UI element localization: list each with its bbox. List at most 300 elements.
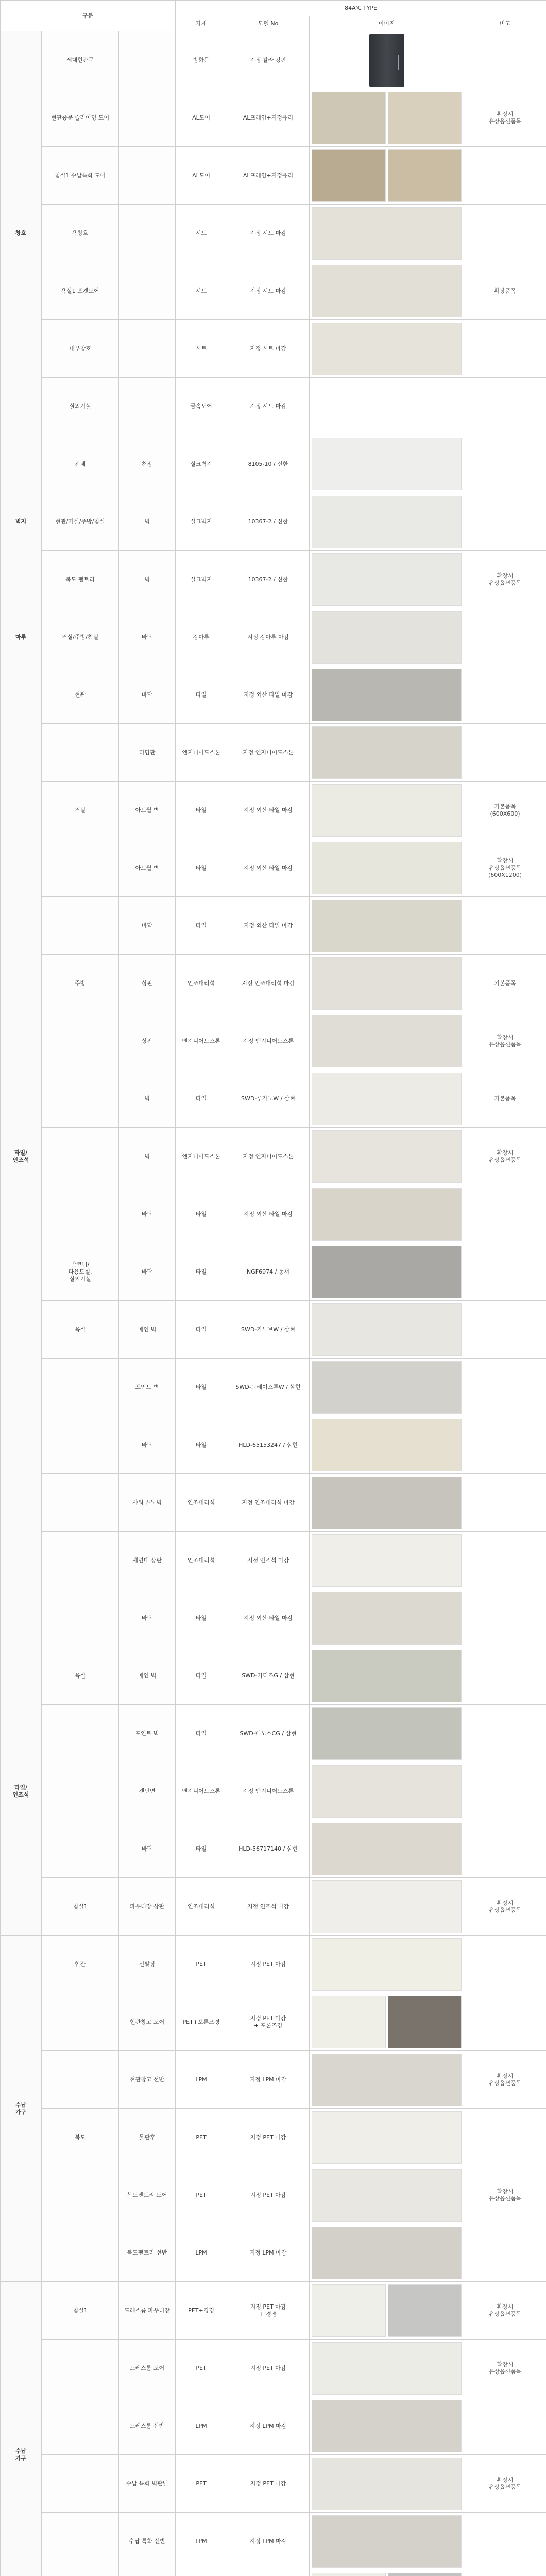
material-cell: 타일: [176, 1301, 227, 1359]
location-cell: [42, 2397, 119, 2455]
part-cell: 수납 특화 벽판넬: [119, 2455, 176, 2513]
model-cell: 지정 LPM 마감: [227, 2224, 310, 2282]
image-cell: [310, 1301, 464, 1359]
part-cell: 샤워부스 벽: [119, 1474, 176, 1532]
location-cell: [42, 1820, 119, 1878]
material-swatch: [312, 1707, 462, 1760]
location-cell: [42, 897, 119, 955]
material-cell: 타일: [176, 839, 227, 897]
table-row: [1, 551, 546, 608]
image-cell: [310, 147, 464, 205]
note-cell: [464, 1705, 546, 1762]
model-cell: 지정 PET 마감 + 포론즈경: [227, 1993, 310, 2051]
image-cell: [310, 782, 464, 839]
image-cell: [310, 1185, 464, 1243]
model-cell: 지정 시트 마감: [227, 262, 310, 320]
part-cell: 바닥: [119, 608, 176, 666]
material-swatch: [312, 1996, 386, 2048]
note-cell: 기본품목 (600X600): [464, 782, 546, 839]
location-cell: 복도: [42, 2109, 119, 2166]
image-cell: [310, 2513, 464, 2570]
location-cell: [42, 1762, 119, 1820]
material-cell: 타일: [176, 1070, 227, 1128]
location-cell: 내부창호: [42, 320, 119, 378]
image-cell: [310, 1993, 464, 2051]
material-cell: 엔지니어드스톤: [176, 1128, 227, 1185]
note-cell: [464, 897, 546, 955]
location-cell: 현관/거실/주방/침실: [42, 493, 119, 551]
part-cell: 포인트 벽: [119, 1705, 176, 1762]
model-cell: 지정 시트 마감: [227, 378, 310, 435]
material-cell: AL도어: [176, 147, 227, 205]
material-cell: 타일: [176, 1359, 227, 1416]
location-cell: [42, 2051, 119, 2109]
material-swatch: [388, 2284, 462, 2337]
material-swatch: [312, 1073, 462, 1125]
material-swatch: [312, 611, 462, 664]
model-cell: 지정 PET 마감: [227, 2455, 310, 2513]
part-cell: 아트월 벽: [119, 782, 176, 839]
image-cell: [310, 378, 464, 435]
table-row: [1, 1416, 546, 1474]
table-row: [1, 378, 546, 435]
part-cell: 메인 벽: [119, 1301, 176, 1359]
table-row: [1, 1705, 546, 1762]
table-row: [1, 147, 546, 205]
note-cell: [464, 1532, 546, 1589]
image-cell: [310, 1243, 464, 1301]
material-swatch: [388, 92, 462, 144]
material-swatch: [312, 1130, 462, 1183]
image-cell: [310, 1762, 464, 1820]
model-cell: SWD-베노스CG / 삼현: [227, 1705, 310, 1762]
note-cell: 기본품목: [464, 955, 546, 1012]
material-cell: PET+포론즈경: [176, 1993, 227, 2051]
note-cell: [464, 1993, 546, 2051]
model-cell: 지정 엔지니어드스톤: [227, 1012, 310, 1070]
header-model: 모델 No: [227, 16, 310, 31]
model-cell: 10367-2 / 신한: [227, 493, 310, 551]
table-row: [1, 1301, 546, 1359]
location-cell: [42, 1185, 119, 1243]
image-cell: [310, 666, 464, 724]
location-cell: [42, 2166, 119, 2224]
material-cell: 강마루: [176, 608, 227, 666]
image-cell: [310, 2570, 464, 2576]
material-cell: 시트: [176, 262, 227, 320]
part-cell: 드레스룸 선반: [119, 2397, 176, 2455]
material-cell: 타일: [176, 1416, 227, 1474]
model-cell: 지정 시트 마감: [227, 320, 310, 378]
header-material: 자재: [176, 16, 227, 31]
part-cell: 포인트 벽: [119, 1359, 176, 1416]
model-cell: 지정 외산 타일 마감: [227, 782, 310, 839]
location-cell: [42, 2455, 119, 2513]
image-cell: [310, 1359, 464, 1416]
table-row: [1, 1647, 546, 1705]
location-cell: [42, 1012, 119, 1070]
note-cell: 확장시 유상옵션품목: [464, 551, 546, 608]
note-cell: [464, 1647, 546, 1705]
material-swatch: [312, 726, 462, 779]
material-cell: 타일: [176, 1820, 227, 1878]
part-cell: 천장: [119, 435, 176, 493]
location-cell: 욕실1 포켓도어: [42, 262, 119, 320]
material-swatch: [312, 669, 462, 721]
material-swatch: [312, 2573, 386, 2576]
table-row: [1, 2340, 546, 2397]
location-cell: 현관: [42, 666, 119, 724]
note-cell: [464, 2109, 546, 2166]
note-cell: [464, 1589, 546, 1647]
material-swatch: [312, 207, 462, 260]
material-swatch: [312, 1015, 462, 1067]
material-swatch: [312, 438, 462, 490]
part-cell: 세면대 상판: [119, 1532, 176, 1589]
model-cell: 지정 엔지니어드스톤: [227, 1128, 310, 1185]
table-row: [1, 839, 546, 897]
model-cell: 지정 시트 마감: [227, 205, 310, 262]
model-cell: AL프레임+지정유리: [227, 147, 310, 205]
model-cell: 지정 외산 타일 마감: [227, 666, 310, 724]
image-cell: [310, 1589, 464, 1647]
header-note: 비고: [464, 16, 546, 31]
table-row: [1, 782, 546, 839]
material-swatch: [312, 1592, 462, 1645]
material-swatch: [312, 92, 386, 144]
location-cell: 전체: [42, 435, 119, 493]
location-cell: [42, 2224, 119, 2282]
model-cell: 지정 PET 마감: [227, 2340, 310, 2397]
material-swatch: [312, 1880, 462, 1933]
material-cell: LPM: [176, 2224, 227, 2282]
material-swatch: [312, 1477, 462, 1529]
location-cell: [42, 2570, 119, 2576]
part-cell: [119, 2570, 176, 2576]
model-cell: 10367-2 / 신한: [227, 551, 310, 608]
table-row: [1, 1359, 546, 1416]
location-cell: [42, 1532, 119, 1589]
note-cell: [464, 1243, 546, 1301]
note-cell: [464, 2397, 546, 2455]
note-cell: [464, 2224, 546, 2282]
note-cell: [464, 1820, 546, 1878]
model-cell: 지정 LPM 마감: [227, 2051, 310, 2109]
location-cell: 욕창호: [42, 205, 119, 262]
material-swatch: [312, 2111, 462, 2164]
note-cell: 확장품목: [464, 262, 546, 320]
note-cell: 확장시 유상옵션품목: [464, 1878, 546, 1936]
material-cell: 인조대리석: [176, 1532, 227, 1589]
material-swatch: [312, 2342, 462, 2395]
material-cell: PET+경경: [176, 2282, 227, 2340]
part-cell: 현관창고 도어: [119, 1993, 176, 2051]
note-cell: 확장시 유상옵션품목: [464, 2455, 546, 2513]
location-cell: 현관: [42, 1936, 119, 1993]
group-cell: 벽지: [1, 435, 42, 608]
material-swatch: [312, 1419, 462, 1471]
table-row: [1, 89, 546, 147]
note-cell: [464, 2513, 546, 2570]
location-cell: 실외기실: [42, 378, 119, 435]
image-cell: [310, 551, 464, 608]
part-cell: 아트월 벽: [119, 839, 176, 897]
image-cell: [310, 1820, 464, 1878]
location-cell: [42, 1070, 119, 1128]
material-cell: 방화문: [176, 31, 227, 89]
part-cell: 벽: [119, 1070, 176, 1128]
model-cell: 지정 PET 마감: [227, 2109, 310, 2166]
model-cell: SWD-루가노W / 삼현: [227, 1070, 310, 1128]
material-cell: PET: [176, 2166, 227, 2224]
location-cell: 세대현관문: [42, 31, 119, 89]
material-cell: 인조대리석: [176, 955, 227, 1012]
material-swatch: [312, 1188, 462, 1241]
material-cell: 타일: [176, 897, 227, 955]
table-row: [1, 2224, 546, 2282]
table-row: [1, 1762, 546, 1820]
note-cell: [464, 205, 546, 262]
group-cell: 타일/ 인조석: [1, 666, 42, 1647]
material-cell: 금속도어: [176, 378, 227, 435]
image-cell: [310, 1474, 464, 1532]
material-swatch: [388, 1996, 462, 2048]
note-cell: [464, 2570, 546, 2576]
material-swatch: [312, 2284, 386, 2337]
note-cell: [464, 666, 546, 724]
note-cell: [464, 320, 546, 378]
model-cell: 지정 PET 마감: [227, 2166, 310, 2224]
group-cell: 타일/ 인조석: [1, 1647, 42, 1936]
model-cell: HLD-65153247 / 삼현: [227, 1416, 310, 1474]
note-cell: [464, 724, 546, 782]
material-cell: LPM: [176, 2513, 227, 2570]
table-row: [1, 666, 546, 724]
note-cell: [464, 1301, 546, 1359]
part-cell: 파우더장 상판: [119, 1878, 176, 1936]
image-cell: [310, 435, 464, 493]
header-type: 84A'C TYPE: [176, 1, 546, 16]
part-cell: 벽: [119, 493, 176, 551]
image-cell: [310, 1647, 464, 1705]
material-cell: 시트: [176, 205, 227, 262]
image-cell: [310, 1128, 464, 1185]
table-row: [1, 205, 546, 262]
material-cell: 실크벽지: [176, 435, 227, 493]
material-swatch: [312, 553, 462, 606]
table-row: [1, 493, 546, 551]
table-row: [1, 1070, 546, 1128]
part-cell: 드레스룸 도어: [119, 2340, 176, 2397]
part-cell: 바닥: [119, 897, 176, 955]
table-row: [1, 2109, 546, 2166]
material-cell: 실크벽지: [176, 551, 227, 608]
part-cell: 바닥: [119, 1243, 176, 1301]
material-cell: 인조대리석: [176, 1474, 227, 1532]
material-swatch: [312, 1361, 462, 1414]
note-cell: 확장시 유상옵션품목: [464, 89, 546, 147]
model-cell: 8105-10 / 신한: [227, 435, 310, 493]
note-cell: 확장시 유상옵션품목: [464, 1128, 546, 1185]
material-swatch: [312, 323, 462, 375]
location-cell: [42, 1993, 119, 2051]
model-cell: 지정 칼라 강판: [227, 31, 310, 89]
table-row: [1, 724, 546, 782]
image-cell: [310, 897, 464, 955]
part-cell: 벽: [119, 551, 176, 608]
model-cell: SWD-카디즈G / 삼현: [227, 1647, 310, 1705]
model-cell: 지정 외산 타일 마감: [227, 1589, 310, 1647]
location-cell: [42, 1359, 119, 1416]
image-cell: [310, 2340, 464, 2397]
material-cell: AL도어: [176, 89, 227, 147]
note-cell: [464, 1762, 546, 1820]
part-cell: 복도팬트리 선반: [119, 2224, 176, 2282]
image-cell: [310, 1070, 464, 1128]
material-cell: PET: [176, 1936, 227, 1993]
table-row: [1, 1243, 546, 1301]
table-row: [1, 2455, 546, 2513]
model-cell: [227, 2570, 310, 2576]
image-cell: [310, 2455, 464, 2513]
image-cell: [310, 2166, 464, 2224]
location-cell: [42, 1128, 119, 1185]
location-cell: 침실1: [42, 1878, 119, 1936]
table-row: [1, 1993, 546, 2051]
model-cell: 지정 엔지니어드스톤: [227, 1762, 310, 1820]
note-cell: [464, 1416, 546, 1474]
image-cell: [310, 205, 464, 262]
material-swatch: [312, 1823, 462, 1875]
model-cell: HLD-56717140 / 삼현: [227, 1820, 310, 1878]
material-cell: 타일: [176, 782, 227, 839]
part-cell: 바닥: [119, 666, 176, 724]
part-cell: 젠단면: [119, 1762, 176, 1820]
part-cell: 현관창고 선반: [119, 2051, 176, 2109]
material-swatch: [312, 900, 462, 952]
table-row: [1, 2570, 546, 2576]
location-cell: [42, 1474, 119, 1532]
material-swatch: [312, 784, 462, 837]
table-row: [1, 1128, 546, 1185]
location-cell: 주방: [42, 955, 119, 1012]
location-cell: [42, 724, 119, 782]
part-cell: 바닥: [119, 1820, 176, 1878]
image-cell: [310, 320, 464, 378]
part-cell: [119, 31, 176, 89]
image-cell: [310, 724, 464, 782]
image-cell: [310, 31, 464, 89]
material-cell: 엔지니어드스톤: [176, 724, 227, 782]
header-image: 이미지: [310, 16, 464, 31]
material-swatch: [312, 265, 462, 317]
material-cell: PET: [176, 2109, 227, 2166]
image-cell: [310, 1878, 464, 1936]
model-cell: SWD-그레이스톤W / 삼현: [227, 1359, 310, 1416]
part-cell: [119, 320, 176, 378]
material-cell: 타일: [176, 1705, 227, 1762]
table-row: [1, 31, 546, 89]
header-gubun: 구분: [1, 1, 176, 31]
table-row: [1, 2166, 546, 2224]
material-swatch: [312, 149, 386, 202]
image-cell: [310, 2051, 464, 2109]
model-cell: 지정 외산 타일 마감: [227, 897, 310, 955]
table-row: [1, 1878, 546, 1936]
model-cell: 지정 PET 마감: [227, 1936, 310, 1993]
finish-schedule-body: [1, 31, 546, 2576]
material-swatch: [388, 149, 462, 202]
part-cell: [119, 378, 176, 435]
table-row: [1, 2051, 546, 2109]
image-cell: [310, 262, 464, 320]
table-row: [1, 2282, 546, 2340]
part-cell: 복도팬트리 도어: [119, 2166, 176, 2224]
door-sample-image: [369, 34, 404, 87]
location-cell: 침실1 수납특화 도어: [42, 147, 119, 205]
material-cell: 타일: [176, 1185, 227, 1243]
group-cell: 창호: [1, 31, 42, 435]
part-cell: 상판: [119, 1012, 176, 1070]
model-cell: 지정 인조대리석 마감: [227, 1474, 310, 1532]
image-cell: [310, 2109, 464, 2166]
part-cell: 디딤판: [119, 724, 176, 782]
location-cell: 거실/주방/침실: [42, 608, 119, 666]
image-cell: [310, 1416, 464, 1474]
image-cell: [310, 955, 464, 1012]
part-cell: 벽: [119, 1128, 176, 1185]
material-cell: 타일: [176, 1589, 227, 1647]
material-swatch: [312, 1246, 462, 1298]
part-cell: [119, 205, 176, 262]
part-cell: 메인 벽: [119, 1647, 176, 1705]
material-swatch: [312, 2458, 462, 2510]
image-cell: [310, 89, 464, 147]
material-cell: LPM: [176, 2397, 227, 2455]
note-cell: 확장시 유상옵션품목: [464, 2051, 546, 2109]
part-cell: 신발장: [119, 1936, 176, 1993]
material-swatch: [312, 2227, 462, 2279]
part-cell: [119, 262, 176, 320]
material-cell: 타일: [176, 666, 227, 724]
location-cell: 발코니/ 다용도실, 실외기실: [42, 1243, 119, 1301]
table-row: [1, 1012, 546, 1070]
table-row: [1, 2513, 546, 2570]
table-row: [1, 320, 546, 378]
material-swatch: [312, 1650, 462, 1702]
material-cell: LPM: [176, 2051, 227, 2109]
note-cell: [464, 1359, 546, 1416]
note-cell: [464, 608, 546, 666]
material-swatch: [312, 496, 462, 548]
image-cell: [310, 608, 464, 666]
location-cell: 침실1: [42, 2282, 119, 2340]
table-row: [1, 897, 546, 955]
location-cell: [42, 1589, 119, 1647]
note-cell: [464, 1474, 546, 1532]
part-cell: 상판: [119, 955, 176, 1012]
note-cell: [464, 435, 546, 493]
model-cell: AL프레임+지정유리: [227, 89, 310, 147]
table-row: [1, 1820, 546, 1878]
table-row: [1, 1474, 546, 1532]
image-cell: [310, 839, 464, 897]
location-cell: 욕실: [42, 1301, 119, 1359]
material-swatch: [312, 1303, 462, 1356]
location-cell: 복도 팬트리: [42, 551, 119, 608]
part-cell: 물판후: [119, 2109, 176, 2166]
table-row: [1, 262, 546, 320]
